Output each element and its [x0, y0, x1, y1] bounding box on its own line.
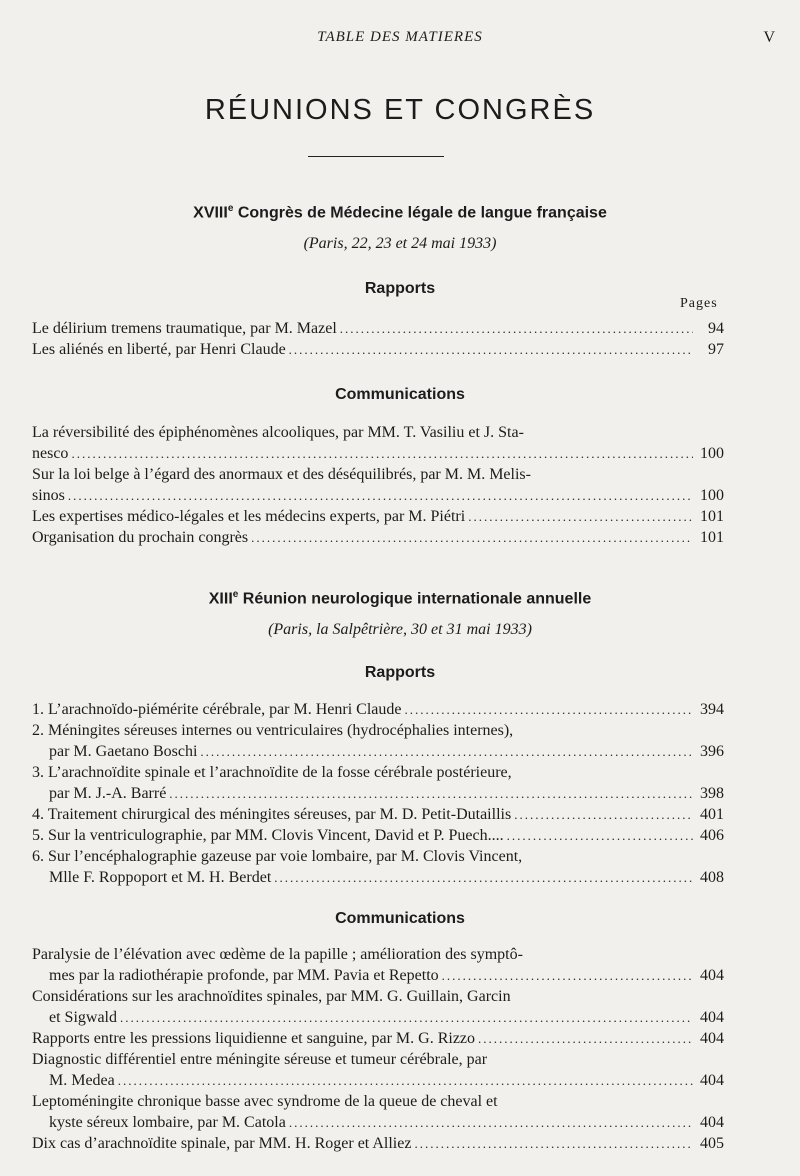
toc-page-number: 404 [700, 1030, 724, 1047]
dot-leader [514, 804, 693, 825]
toc-entry-text: M. Medea [49, 1072, 115, 1089]
toc-entry-line [32, 1091, 724, 1112]
toc-entry [32, 1091, 724, 1133]
section1-communications-list [32, 422, 724, 548]
toc-entry-line [32, 527, 724, 548]
toc-page-number: 394 [700, 701, 724, 718]
toc-entry-line [32, 720, 724, 741]
toc-entry-line [32, 1133, 724, 1154]
toc-entry [32, 527, 724, 548]
section1-rapports-heading: Rapports [364, 280, 436, 297]
toc-entry-line [32, 506, 724, 527]
toc-entry [32, 464, 724, 506]
toc-entry-text: par M. J.-A. Barré [49, 785, 167, 802]
section2-title: XIIIe Réunion neurologique internationale annuelle [208, 589, 592, 608]
toc-entry [32, 1028, 724, 1049]
toc-entry [32, 339, 724, 360]
toc-entry-text: 4. Traitement chirurgical des méningites séreuses, par M. D. Petit-Dutaillis [32, 806, 512, 823]
dot-leader [468, 506, 693, 527]
toc-page-number: 405 [700, 1135, 724, 1152]
toc-entry [32, 986, 724, 1028]
toc-entry-text: Dix cas d’arachnoïdite spinale, par MM. H. Roger et Alliez [32, 1135, 412, 1152]
toc-entry-text: Sur la loi belge à l’égard des anormaux et des déséquilibrés, par M. M. Melis- [32, 466, 531, 483]
toc-page-number: 398 [700, 785, 724, 802]
toc-entry [32, 720, 724, 762]
dot-leader [200, 741, 693, 762]
toc-entry-line [32, 867, 724, 888]
section2-rapports-list [32, 699, 724, 888]
toc-entry-line [32, 1049, 724, 1070]
toc-entry-text: 5. Sur la ventriculographie, par MM. Clovis Vincent, David et P. Puech.... [32, 827, 504, 844]
dot-leader [340, 318, 693, 339]
toc-entry-line [32, 965, 724, 986]
toc-entry-line [32, 485, 724, 506]
dot-leader [478, 1028, 693, 1049]
toc-page-number: 406 [700, 827, 724, 844]
dot-leader [169, 783, 693, 804]
dot-leader [274, 867, 693, 888]
dot-leader [414, 1133, 693, 1154]
section1-title: XVIIIe Congrès de Médecine légale de langue française [193, 203, 607, 222]
toc-entry-line [32, 944, 724, 965]
dot-leader [404, 699, 693, 720]
toc-entry-text: Paralysie de l’élévation avec œdème de la papille ; amélioration des symptô- [32, 946, 523, 963]
toc-entry-text: Organisation du prochain congrès [32, 529, 249, 546]
dot-leader [251, 527, 693, 548]
toc-entry-text: et Sigwald [49, 1009, 117, 1026]
toc-entry [32, 846, 724, 888]
section2-communications-list [32, 944, 724, 1154]
toc-entry-text: Le délirium tremens traumatique, par M. Mazel [32, 320, 337, 337]
toc-entry-text: nesco [32, 445, 69, 462]
toc-entry-text: Considérations sur les arachnoïdites spinales, par MM. G. Guillain, Garcin [32, 988, 511, 1005]
section2-communications-heading: Communications [335, 910, 465, 927]
running-header [0, 29, 800, 49]
toc-page-number: 404 [700, 1114, 724, 1131]
toc-entry [32, 762, 724, 804]
toc-entry-text: Leptoméningite chronique basse avec syndrome de la queue de cheval et [32, 1093, 498, 1110]
toc-page-number: 100 [700, 445, 724, 462]
pages-label: Pages [680, 296, 718, 311]
title-rule [308, 156, 444, 157]
toc-entry-line [32, 443, 724, 464]
toc-entry [32, 825, 724, 846]
dot-leader [507, 825, 693, 846]
toc-entry-line [32, 699, 724, 720]
toc-entry-line [32, 825, 724, 846]
toc-entry-text: Mlle F. Roppoport et M. H. Berdet [49, 869, 272, 886]
toc-entry-text: Les expertises médico-légales et les médecins experts, par M. Piétri [32, 508, 466, 525]
section1-communications-heading: Communications [335, 386, 465, 403]
toc-page-number: 97 [708, 341, 724, 358]
running-title: TABLE DES MATIERES [317, 29, 483, 45]
toc-page-number: 101 [700, 508, 724, 525]
section1-subtitle: (Paris, 22, 23 et 24 mai 1933) [303, 235, 497, 252]
toc-entry [32, 422, 724, 464]
toc-entry-text: Rapports entre les pressions liquidienne et sanguine, par M. G. Rizzo [32, 1030, 476, 1047]
section2-subtitle: (Paris, la Salpêtrière, 30 et 31 mai 1933) [268, 621, 532, 638]
toc-entry-text: Diagnostic différentiel entre méningite séreuse et tumeur cérébrale, par [32, 1051, 488, 1068]
toc-entry [32, 1049, 724, 1091]
toc-entry-text: 1. L’arachnoïdo-piémérite cérébrale, par M. Henri Claude [32, 701, 402, 718]
toc-entry-line [32, 1070, 724, 1091]
dot-leader [118, 1070, 693, 1091]
toc-entry [32, 944, 724, 986]
toc-entry-line [32, 1112, 724, 1133]
toc-entry-text: 2. Méningites séreuses internes ou ventriculaires (hydrocéphalies internes), [32, 722, 514, 739]
section1-rapports-list [32, 318, 724, 360]
toc-entry-text: La réversibilité des épiphénomènes alcooliques, par MM. T. Vasiliu et J. Sta- [32, 424, 524, 441]
section2-rapports-heading: Rapports [364, 664, 436, 681]
toc-entry-text: Les aliénés en liberté, par Henri Claude [32, 341, 286, 358]
toc-entry-text: par M. Gaetano Boschi [49, 743, 198, 760]
dot-leader [289, 339, 693, 360]
toc-entry [32, 699, 724, 720]
toc-page-number: 396 [700, 743, 724, 760]
toc-page-number: 101 [700, 529, 724, 546]
toc-entry [32, 506, 724, 527]
toc-entry-line [32, 986, 724, 1007]
toc-page-number: 404 [700, 967, 724, 984]
toc-page-number: 408 [700, 869, 724, 886]
dot-leader [68, 485, 693, 506]
toc-entry-line [32, 422, 724, 443]
toc-entry-text: mes par la radiothérapie profonde, par MM. Pavia et Repetto [49, 967, 439, 984]
toc-entry-line [32, 783, 724, 804]
toc-entry-text: 3. L’arachnoïdite spinale et l’arachnoïdite de la fosse cérébrale postérieure, [32, 764, 512, 781]
toc-entry-line [32, 1007, 724, 1028]
toc-page-number: 401 [700, 806, 724, 823]
toc-page-number: 100 [700, 487, 724, 504]
dot-leader [442, 965, 693, 986]
toc-entry-line [32, 846, 724, 867]
toc-page-number: 404 [700, 1009, 724, 1026]
dot-leader [71, 443, 693, 464]
toc-entry-text: 6. Sur l’encéphalographie gazeuse par voie lombaire, par M. Clovis Vincent, [32, 848, 523, 865]
toc-entry-text: kyste séreux lombaire, par M. Catola [49, 1114, 286, 1131]
page-title: RÉUNIONS ET CONGRÈS [204, 94, 596, 126]
toc-entry [32, 318, 724, 339]
toc-entry [32, 1133, 724, 1154]
dot-leader [120, 1007, 693, 1028]
toc-entry-line [32, 804, 724, 825]
toc-page-number: 404 [700, 1072, 724, 1089]
toc-entry-line [32, 1028, 724, 1049]
dot-leader [289, 1112, 693, 1133]
toc-entry-line [32, 464, 724, 485]
toc-entry-line [32, 741, 724, 762]
toc-entry-line [32, 318, 724, 339]
toc-page-number: 94 [708, 320, 724, 337]
toc-entry [32, 804, 724, 825]
page-folio: V [763, 29, 776, 46]
toc-entry-text: sinos [32, 487, 65, 504]
toc-entry-line [32, 339, 724, 360]
toc-entry-line [32, 762, 724, 783]
